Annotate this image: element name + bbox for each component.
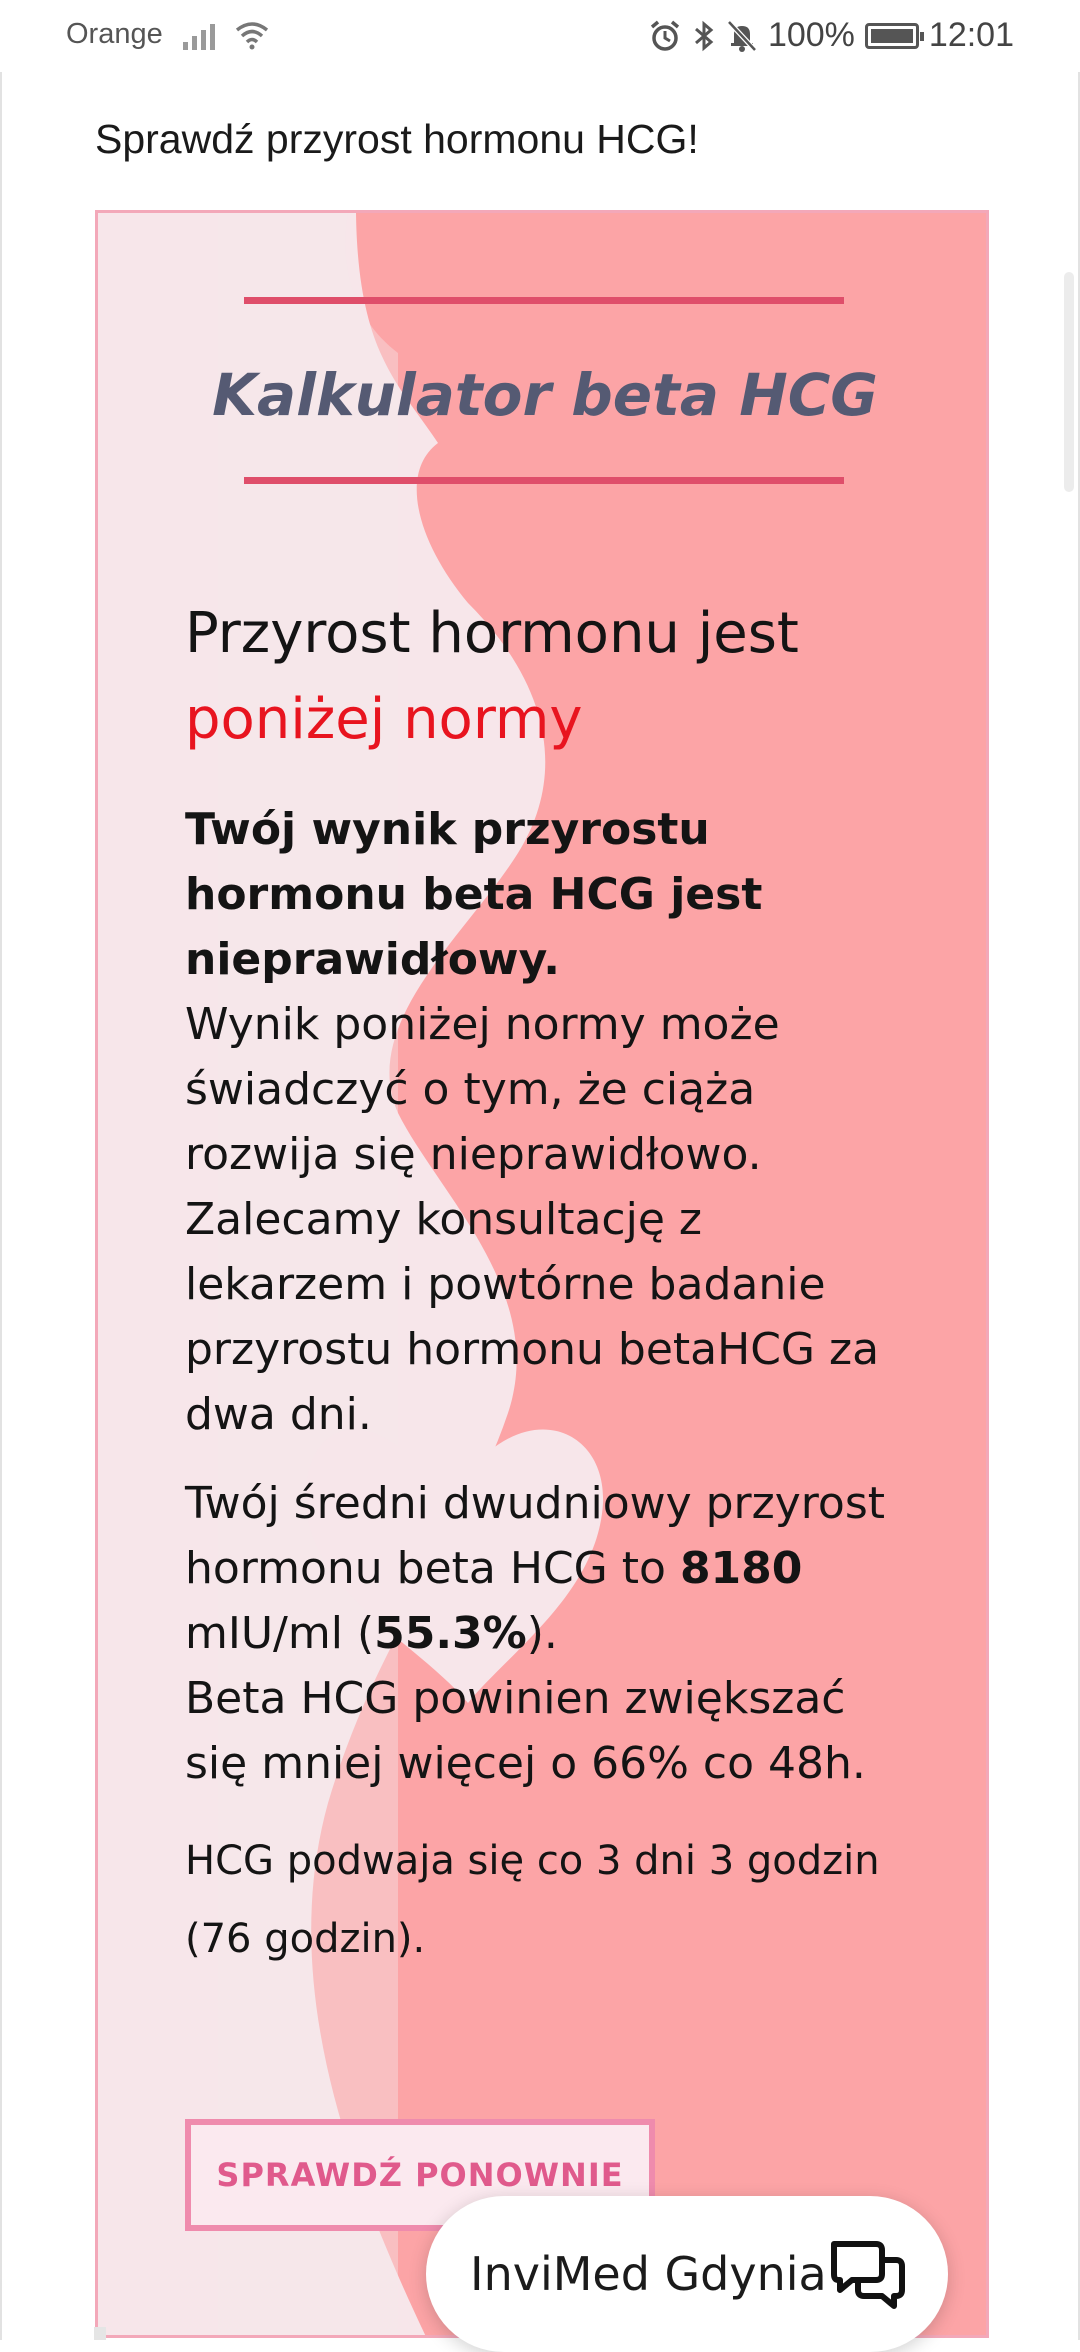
signal-icon <box>183 20 215 50</box>
title-rule-bottom <box>244 477 844 484</box>
clock: 12:01 <box>928 16 1014 54</box>
chat-bubbles-icon <box>828 2234 908 2314</box>
doubling-text: HCG podwaja się co 3 dni 3 godzin (76 godzin). <box>185 1838 880 1962</box>
status-left <box>66 18 269 51</box>
title-rule-top <box>244 297 844 304</box>
headline-status: poniżej normy <box>185 687 583 752</box>
mute-icon <box>726 19 758 53</box>
average-intro: Twój średni dwudniowy przyrost hormonu beta HCG to <box>185 1478 886 1594</box>
bluetooth-icon <box>692 19 716 53</box>
intro-text: Sprawdź przyrost hormonu HCG! <box>95 116 699 162</box>
result-section <box>185 591 905 1978</box>
check-again-label: SPRAWDŹ PONOWNIE <box>216 2156 624 2194</box>
page-content <box>0 72 1080 2340</box>
battery-icon <box>865 23 919 49</box>
result-message <box>185 797 905 1447</box>
headline-prefix: Przyrost hormonu jest <box>185 601 799 666</box>
chat-label: InviMed Gdynia <box>470 2247 827 2301</box>
average-unit: mIU/ml <box>185 1608 343 1659</box>
wifi-icon <box>235 20 269 50</box>
calculator-title: Kalkulator beta HCG <box>212 361 878 429</box>
chat-widget-button[interactable] <box>426 2196 948 2352</box>
average-percent: 55.3% <box>374 1608 527 1659</box>
carrier-name: Orange <box>66 18 163 50</box>
status-right <box>648 16 1014 55</box>
next-section-edge <box>94 2327 106 2340</box>
battery-percent: 100% <box>767 16 855 54</box>
scrollbar[interactable] <box>1064 272 1074 492</box>
alarm-icon <box>648 19 682 53</box>
result-headline <box>185 591 905 763</box>
hcg-calculator-card <box>95 210 989 2338</box>
result-message-bold: Twój wynik przyrostu hormonu beta HCG jest nieprawidłowy. <box>185 804 763 985</box>
norm-text: Beta HCG powinien zwiększać się mniej więcej o 66% co 48h. <box>185 1673 866 1789</box>
average-increase: Twój średni dwudniowy przyrost hormonu beta HCG to 8180 mIU/ml (55.3%). Beta HCG powinien zwiększać się mniej więcej o 66% co 48h. <box>185 1478 886 1789</box>
result-message-text: Wynik poniżej normy może świadczyć o tym, że ciąża rozwija się nieprawidłowo. Zalecamy konsultację z lekarzem i powtórne badanie przyrostu hormonu betaHCG za dwa dni. <box>185 999 880 1440</box>
status-bar <box>0 0 1080 72</box>
average-value: 8180 <box>679 1543 803 1594</box>
